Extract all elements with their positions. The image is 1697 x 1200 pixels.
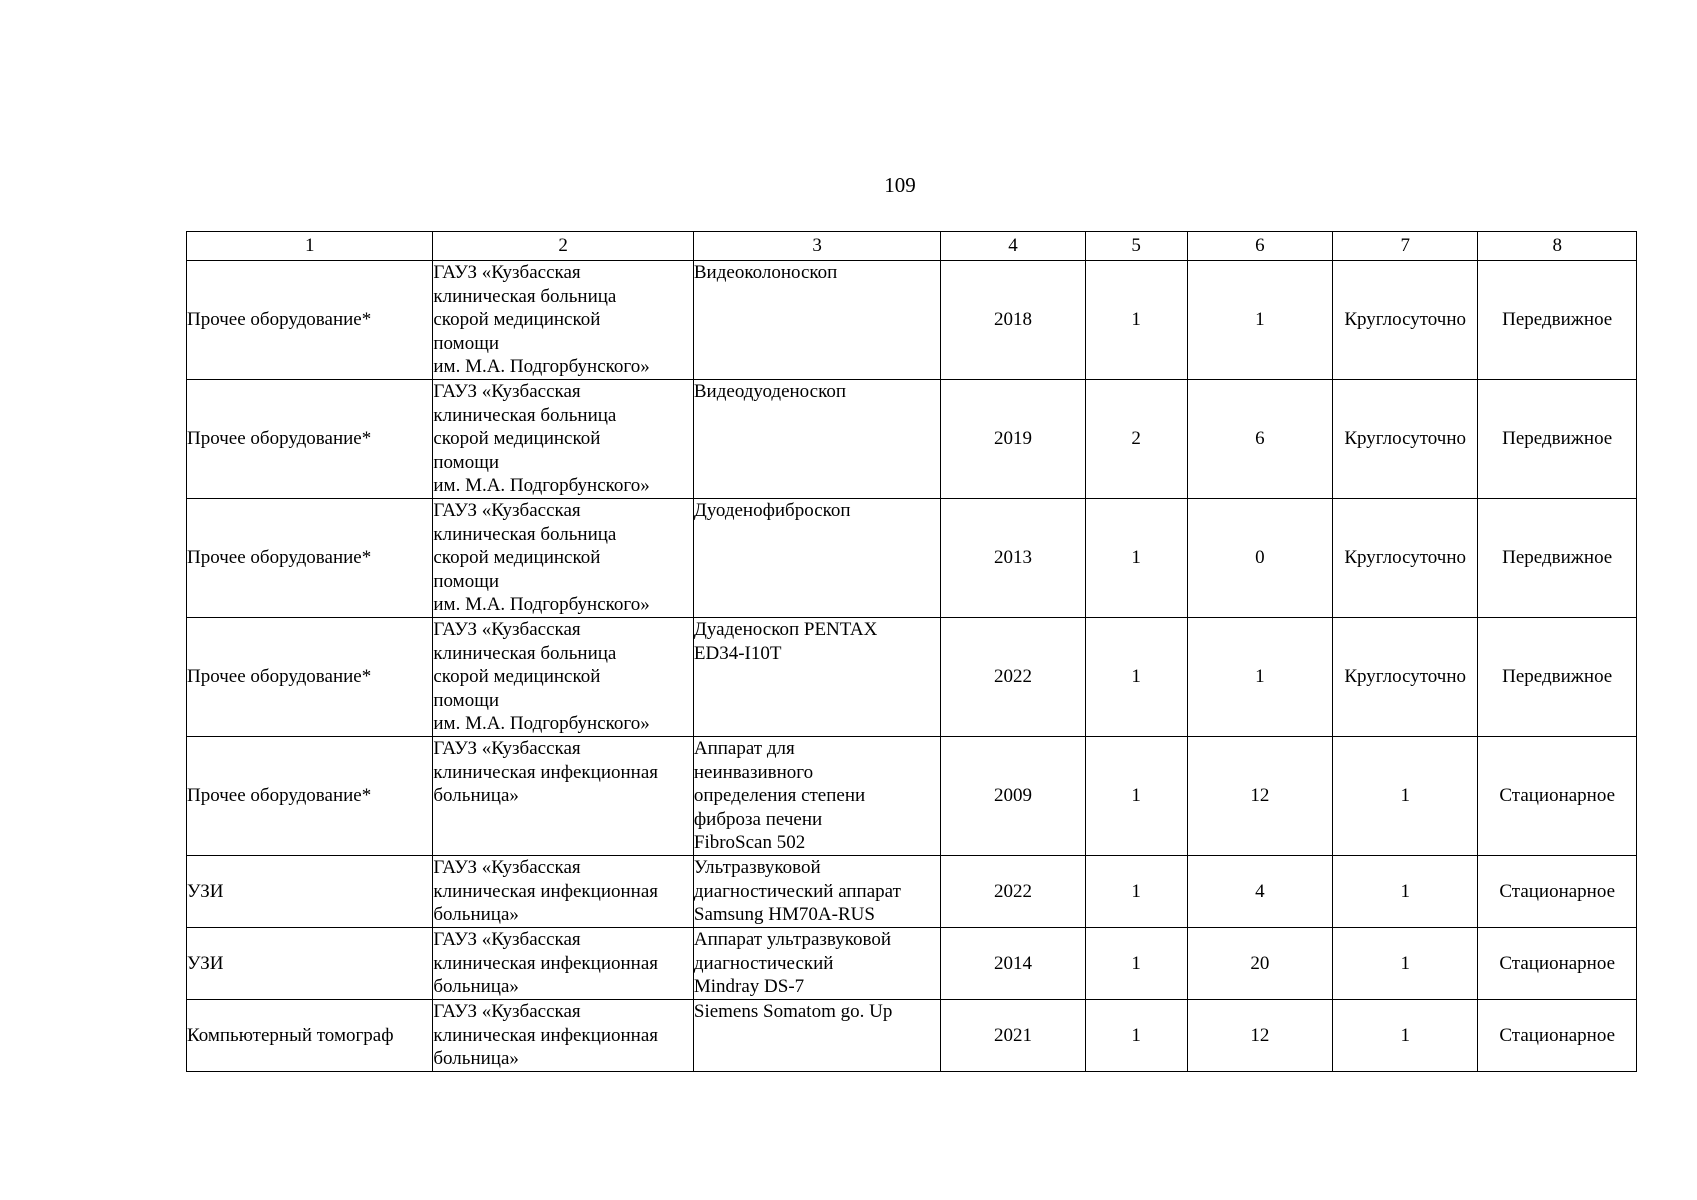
equipment-name-cell: Аппарат ультразвуковой диагностический Mindray DS-7 [693, 928, 940, 1000]
year-cell: 2009 [941, 737, 1085, 856]
year-cell: 2018 [941, 261, 1085, 380]
column-6-cell: 12 [1187, 737, 1332, 856]
column-8-cell: Стационарное [1478, 856, 1637, 928]
column-5-cell: 1 [1085, 618, 1187, 737]
table-row [187, 737, 1637, 856]
year-cell: 2019 [941, 380, 1085, 499]
year-cell: 2013 [941, 499, 1085, 618]
equipment-type-cell: Прочее оборудование* [187, 261, 433, 380]
column-7-cell: 1 [1333, 856, 1478, 928]
column-8-cell: Стационарное [1478, 1000, 1637, 1072]
organization-cell: ГАУЗ «Кузбасская клиническая больница скорой медицинской помощи им. М.А. Подгорбунского» [433, 261, 694, 380]
equipment-name-cell: Дуаденоскоп PENTAX ED34-I10T [693, 618, 940, 737]
equipment-table [186, 231, 1637, 1072]
organization-cell: ГАУЗ «Кузбасская клиническая больница скорой медицинской помощи им. М.А. Подгорбунского» [433, 499, 694, 618]
column-5-cell: 1 [1085, 737, 1187, 856]
equipment-type-cell: Прочее оборудование* [187, 618, 433, 737]
column-8-cell: Передвижное [1478, 261, 1637, 380]
organization-cell: ГАУЗ «Кузбасская клиническая инфекционная больница» [433, 1000, 694, 1072]
column-5-cell: 1 [1085, 1000, 1187, 1072]
equipment-name-cell: Видеоколоноскоп [693, 261, 940, 380]
column-8-cell: Передвижное [1478, 618, 1637, 737]
column-6-cell: 4 [1187, 856, 1332, 928]
column-7-cell: Круглосуточно [1333, 499, 1478, 618]
equipment-type-cell: Прочее оборудование* [187, 380, 433, 499]
table-row [187, 856, 1637, 928]
organization-cell: ГАУЗ «Кузбасская клиническая больница скорой медицинской помощи им. М.А. Подгорбунского» [433, 618, 694, 737]
column-5-cell: 1 [1085, 856, 1187, 928]
equipment-type-cell: Компьютерный томограф [187, 1000, 433, 1072]
column-8-cell: Стационарное [1478, 928, 1637, 1000]
column-6-cell: 1 [1187, 261, 1332, 380]
column-header: 4 [941, 232, 1085, 261]
column-6-cell: 6 [1187, 380, 1332, 499]
table-row [187, 1000, 1637, 1072]
column-5-cell: 1 [1085, 261, 1187, 380]
table-row [187, 618, 1637, 737]
equipment-name-cell: Siemens Somatom go. Up [693, 1000, 940, 1072]
column-8-cell: Стационарное [1478, 737, 1637, 856]
column-header: 8 [1478, 232, 1637, 261]
equipment-type-cell: УЗИ [187, 856, 433, 928]
equipment-type-cell: Прочее оборудование* [187, 499, 433, 618]
column-7-cell: Круглосуточно [1333, 261, 1478, 380]
column-6-cell: 20 [1187, 928, 1332, 1000]
column-header: 6 [1187, 232, 1332, 261]
column-7-cell: 1 [1333, 928, 1478, 1000]
table-row [187, 499, 1637, 618]
column-header: 1 [187, 232, 433, 261]
equipment-type-cell: Прочее оборудование* [187, 737, 433, 856]
organization-cell: ГАУЗ «Кузбасская клиническая инфекционная больница» [433, 856, 694, 928]
table-header-row [187, 232, 1637, 261]
table-row [187, 928, 1637, 1000]
column-5-cell: 1 [1085, 928, 1187, 1000]
table-row [187, 380, 1637, 499]
column-6-cell: 0 [1187, 499, 1332, 618]
column-header: 2 [433, 232, 694, 261]
table-row [187, 261, 1637, 380]
year-cell: 2021 [941, 1000, 1085, 1072]
organization-cell: ГАУЗ «Кузбасская клиническая больница скорой медицинской помощи им. М.А. Подгорбунского» [433, 380, 694, 499]
equipment-name-cell: Дуоденофиброскоп [693, 499, 940, 618]
column-5-cell: 1 [1085, 499, 1187, 618]
equipment-name-cell: Аппарат для неинвазивного определения степени фиброза печени FibroScan 502 [693, 737, 940, 856]
column-7-cell: 1 [1333, 737, 1478, 856]
column-7-cell: Круглосуточно [1333, 618, 1478, 737]
column-6-cell: 1 [1187, 618, 1332, 737]
organization-cell: ГАУЗ «Кузбасская клиническая инфекционная больница» [433, 928, 694, 1000]
column-8-cell: Передвижное [1478, 499, 1637, 618]
year-cell: 2022 [941, 856, 1085, 928]
equipment-name-cell: Ультразвуковой диагностический аппарат Samsung HM70A-RUS [693, 856, 940, 928]
column-7-cell: Круглосуточно [1333, 380, 1478, 499]
column-6-cell: 12 [1187, 1000, 1332, 1072]
column-7-cell: 1 [1333, 1000, 1478, 1072]
equipment-type-cell: УЗИ [187, 928, 433, 1000]
organization-cell: ГАУЗ «Кузбасская клиническая инфекционная больница» [433, 737, 694, 856]
column-5-cell: 2 [1085, 380, 1187, 499]
column-header: 7 [1333, 232, 1478, 261]
year-cell: 2014 [941, 928, 1085, 1000]
column-header: 3 [693, 232, 940, 261]
page-number: 109 [884, 173, 916, 197]
year-cell: 2022 [941, 618, 1085, 737]
column-header: 5 [1085, 232, 1187, 261]
equipment-name-cell: Видеодуоденоскоп [693, 380, 940, 499]
column-8-cell: Передвижное [1478, 380, 1637, 499]
